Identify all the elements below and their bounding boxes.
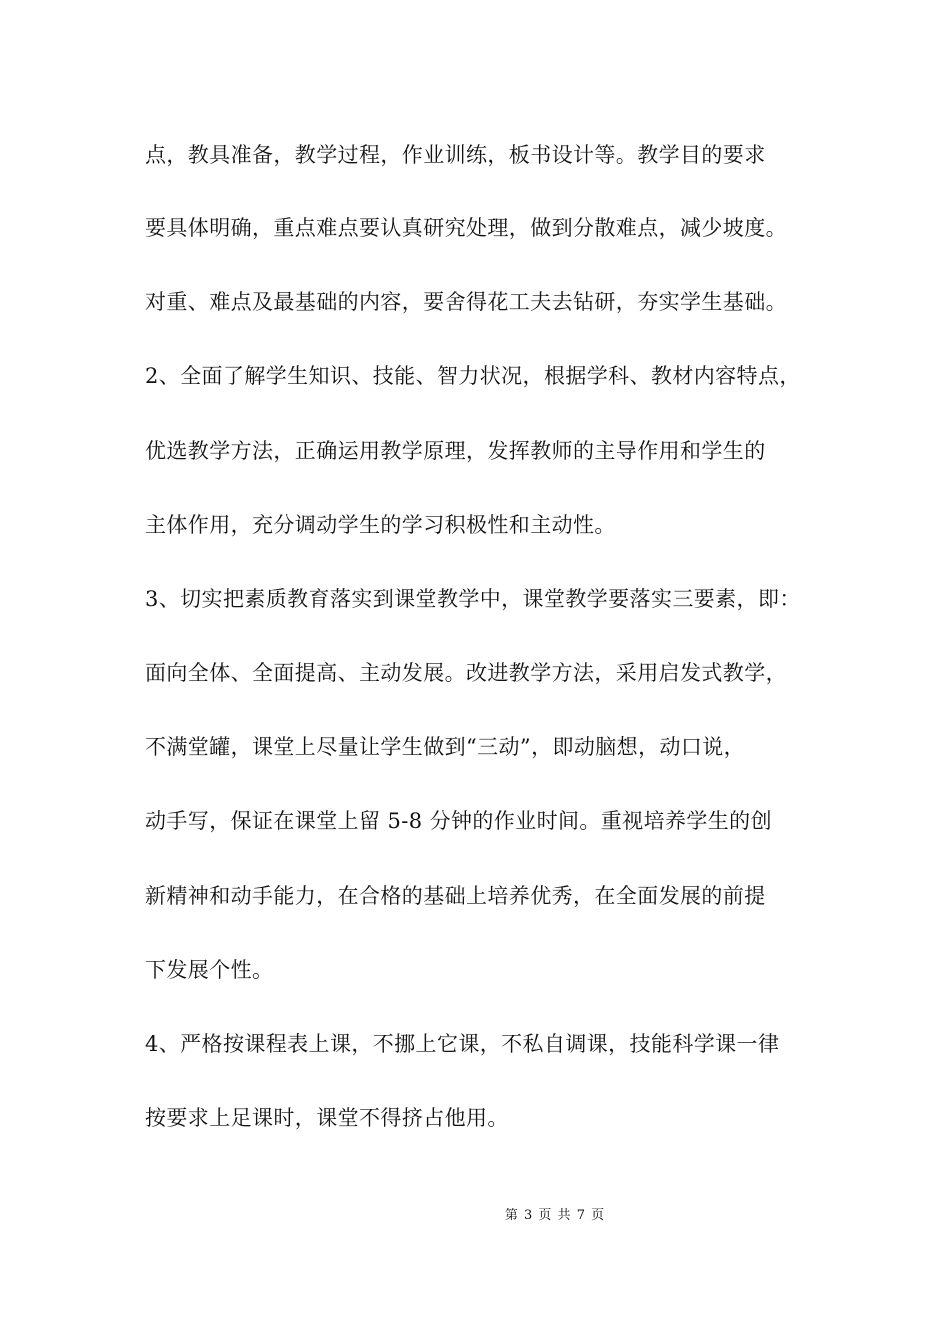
text-line: 点，教具准备，教学过程，作业训练，板书设计等。教学目的要求 bbox=[145, 143, 766, 167]
text-line: 主体作用，充分调动学生的学习积极性和主动性。 bbox=[145, 513, 616, 537]
text-line: 对重、难点及最基础的内容，要舍得花工夫去钻研，夯实学生基础。 bbox=[145, 290, 787, 314]
text-line: 3、切实把素质教育落实到课堂教学中，课堂教学要落实三要素，即： bbox=[145, 587, 801, 611]
text-line: 优选教学方法，正确运用教学原理，发挥教师的主导作用和学生的 bbox=[145, 439, 766, 463]
text-line: 新精神和动手能力，在合格的基础上培养优秀，在全面发展的前提 bbox=[145, 884, 766, 908]
text-line: 2、全面了解学生知识、技能、智力状况，根据学科、教材内容特点， bbox=[145, 364, 801, 388]
text-line: 动手写，保证在课堂上留 5-8 分钟的作业时间。重视培养学生的创 bbox=[145, 809, 772, 833]
text-line: 不满堂罐，课堂上尽量让学生做到“三动”，即动脑想，动口说， bbox=[145, 735, 746, 759]
page-number: 第 3 页 共 7 页 bbox=[504, 1208, 606, 1223]
text-line: 面向全体、全面提高、主动发展。改进教学方法，采用启发式教学， bbox=[145, 661, 787, 685]
text-line: 下发展个性。 bbox=[145, 958, 274, 982]
text-line: 按要求上足课时，课堂不得挤占他用。 bbox=[145, 1106, 509, 1130]
text-line: 4、严格按课程表上课，不挪上它课，不私自调课，技能科学课一律 bbox=[145, 1032, 780, 1056]
text-line: 要具体明确，重点难点要认真研究处理，做到分散难点，减少坡度。 bbox=[145, 216, 787, 240]
